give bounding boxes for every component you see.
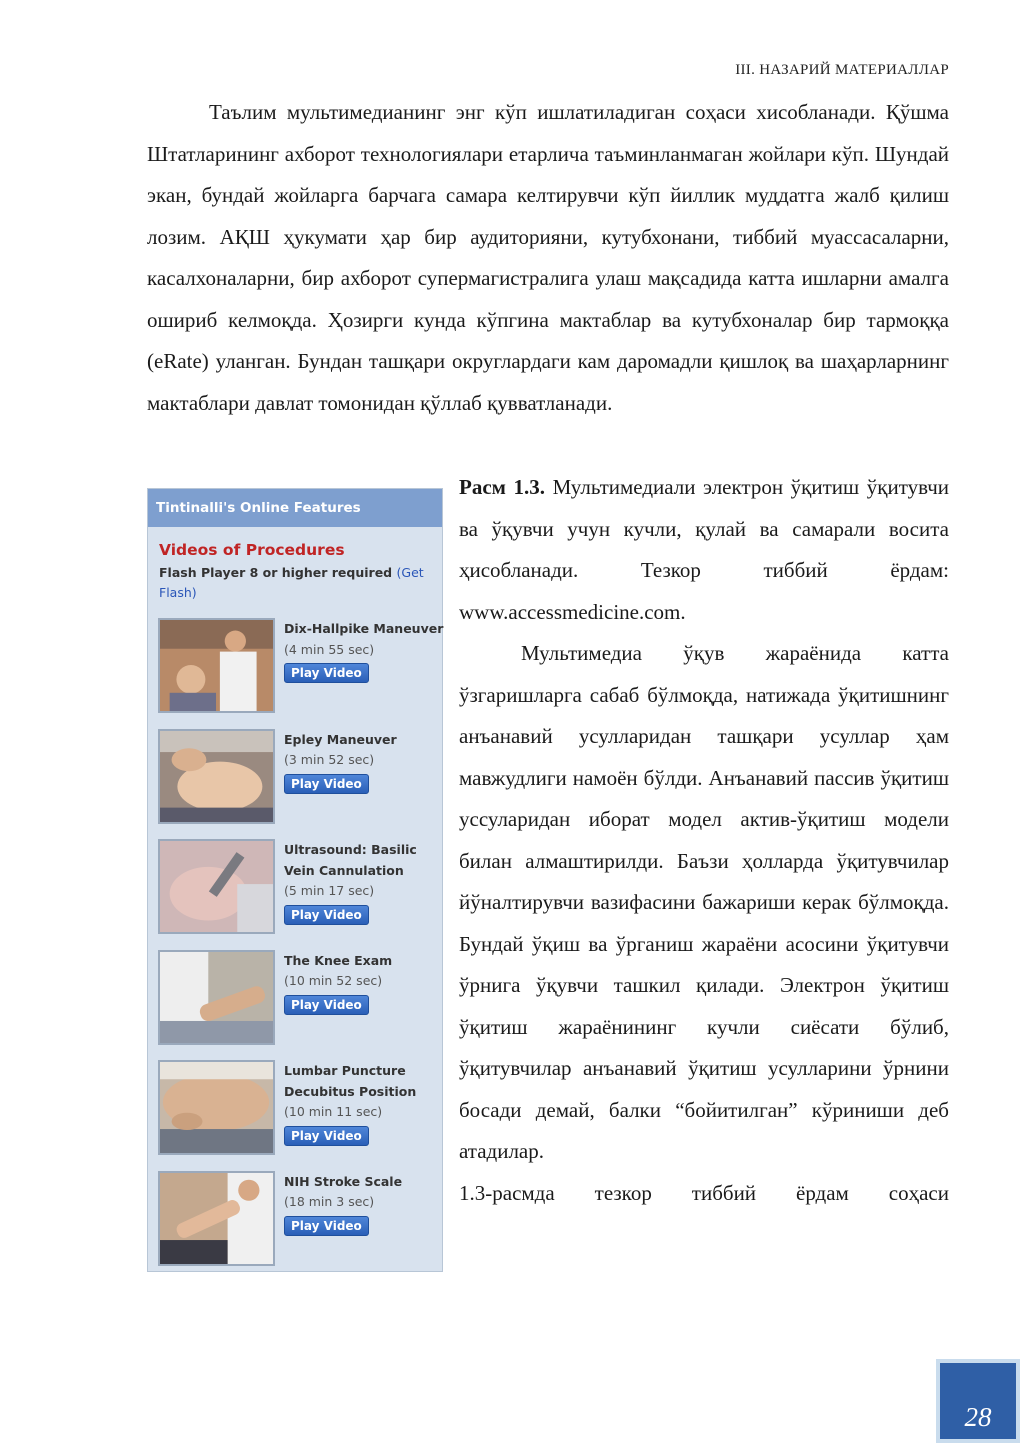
- video-item: [158, 1057, 440, 1168]
- video-duration: (5 min 17 sec): [284, 883, 375, 898]
- video-item: [158, 726, 440, 837]
- video-thumbnail[interactable]: [158, 1060, 275, 1155]
- video-item: [158, 836, 440, 947]
- video-item: [158, 1168, 440, 1279]
- panel-subtitle: [159, 563, 442, 603]
- video-title: NIH Stroke Scale: [284, 1173, 403, 1189]
- video-title: The Knee Exam: [284, 952, 393, 968]
- page-number: 28: [936, 1359, 1020, 1443]
- video-duration: (3 min 52 sec): [284, 752, 375, 767]
- video-list: [158, 615, 444, 1278]
- play-video-button[interactable]: Play Video: [284, 995, 369, 1015]
- last-line: 1.3-расмда тезкор тиббий ёрдам соҳаси: [459, 1180, 949, 1205]
- video-thumbnail[interactable]: [158, 618, 275, 713]
- video-thumbnail[interactable]: [158, 950, 275, 1045]
- video-thumbnail[interactable]: [158, 839, 275, 934]
- caption-text: Мультимедиали электрон ўқитиш ўқитувчи ва ўқувчи учун кучли, қулай ва самарали восита ҳисобланади. Тезкор тиббий ёрдам: www.accessmedicine.com.: [459, 475, 950, 624]
- video-duration: (18 min 3 sec): [284, 1194, 375, 1209]
- play-video-button[interactable]: Play Video: [284, 905, 369, 925]
- play-video-button[interactable]: Play Video: [284, 774, 369, 794]
- panel-title: Videos of Procedures: [159, 541, 345, 559]
- figure-caption: [459, 467, 949, 633]
- video-duration: (10 min 52 sec): [284, 973, 383, 988]
- get-flash-link[interactable]: (Get Flash): [159, 565, 424, 600]
- play-video-button[interactable]: Play Video: [284, 1126, 369, 1146]
- body-paragraph: Мультимедиа ўқув жараёнида катта ўзгаришларга сабаб бўлмоқда, натижада ўқитишнинг анъанавий усулларидан ташқари усуллар ҳам мавжудлиги намоён бўлди. Анъанавий пассив ўқитиш уссуларидан иборат модел актив-ўқитиш модели билан алмаштирилди. Баъзи ҳолларда ўқитувчилар йўналтирувчи вазифасини бажариши керак бўлмоқда. Бундай ўқиш ва ўрганиш жараёни асосини ўқитувчи ўрнига ўқувчи ташкил қилади. Электрон ўқитиш ўқитиш жараёнининг кучли сиёсати бўлиб, ўқитувчилар анъанавий ўқитиш усулларини ўрнини босади демай, балки “бойитилган” кўриниши деб атадилар.: [459, 641, 949, 1163]
- video-title: Epley Maneuver: [284, 731, 397, 747]
- video-item: [158, 947, 440, 1058]
- play-video-button[interactable]: Play Video: [284, 1216, 369, 1236]
- play-video-button[interactable]: Play Video: [284, 663, 369, 683]
- section-header: III. НАЗАРИЙ МАТЕРИАЛЛАР: [735, 62, 949, 78]
- video-title: Lumbar Puncture Decubitus Position: [284, 1063, 417, 1099]
- video-thumbnail[interactable]: [158, 1171, 275, 1266]
- video-title: Ultrasound: Basilic Vein Cannulation: [284, 842, 417, 878]
- video-item: [158, 615, 444, 726]
- caption-label: Расм 1.3.: [459, 475, 546, 499]
- figure-screenshot: [147, 488, 443, 1272]
- video-thumbnail[interactable]: [158, 729, 275, 824]
- flash-requirement: Flash Player 8 or higher required: [159, 565, 393, 580]
- video-title: Dix-Hallpike Maneuver: [284, 621, 444, 636]
- intro-paragraph: Таълим мультимедианинг энг кўп ишлатиладиган соҳаси хисобланади. Қўшма Штатларининг ахборот технологиялари етарлича таъминланмаган жойлари кўп. Шундай экан, бундай жойларга барчага самара келтирувчи кўп йиллик муддатга жалб қилиш лозим. АҚШ ҳукумати ҳар бир аудиторияни, кутубхонани, тиббий муассасаларни, касалхоналарни, бир ахборот супермагистралига улаш мақсадида катта ишларни амалга ошириб келмоқда. Ҳозирги кунда кўпгина мактаблар ва кутубхоналар бир тармоққа (eRate) уланган. Бундан ташқари округлардаги кам даромадли қишлоқ ва шаҳарларнинг мактаблари давлат томонидан қўллаб қувватланади.: [147, 100, 949, 415]
- panel-header: Tintinalli's Online Features: [148, 489, 442, 527]
- video-duration: (10 min 11 sec): [284, 1104, 383, 1119]
- right-column: [459, 467, 949, 1214]
- video-duration: (4 min 55 sec): [284, 641, 375, 657]
